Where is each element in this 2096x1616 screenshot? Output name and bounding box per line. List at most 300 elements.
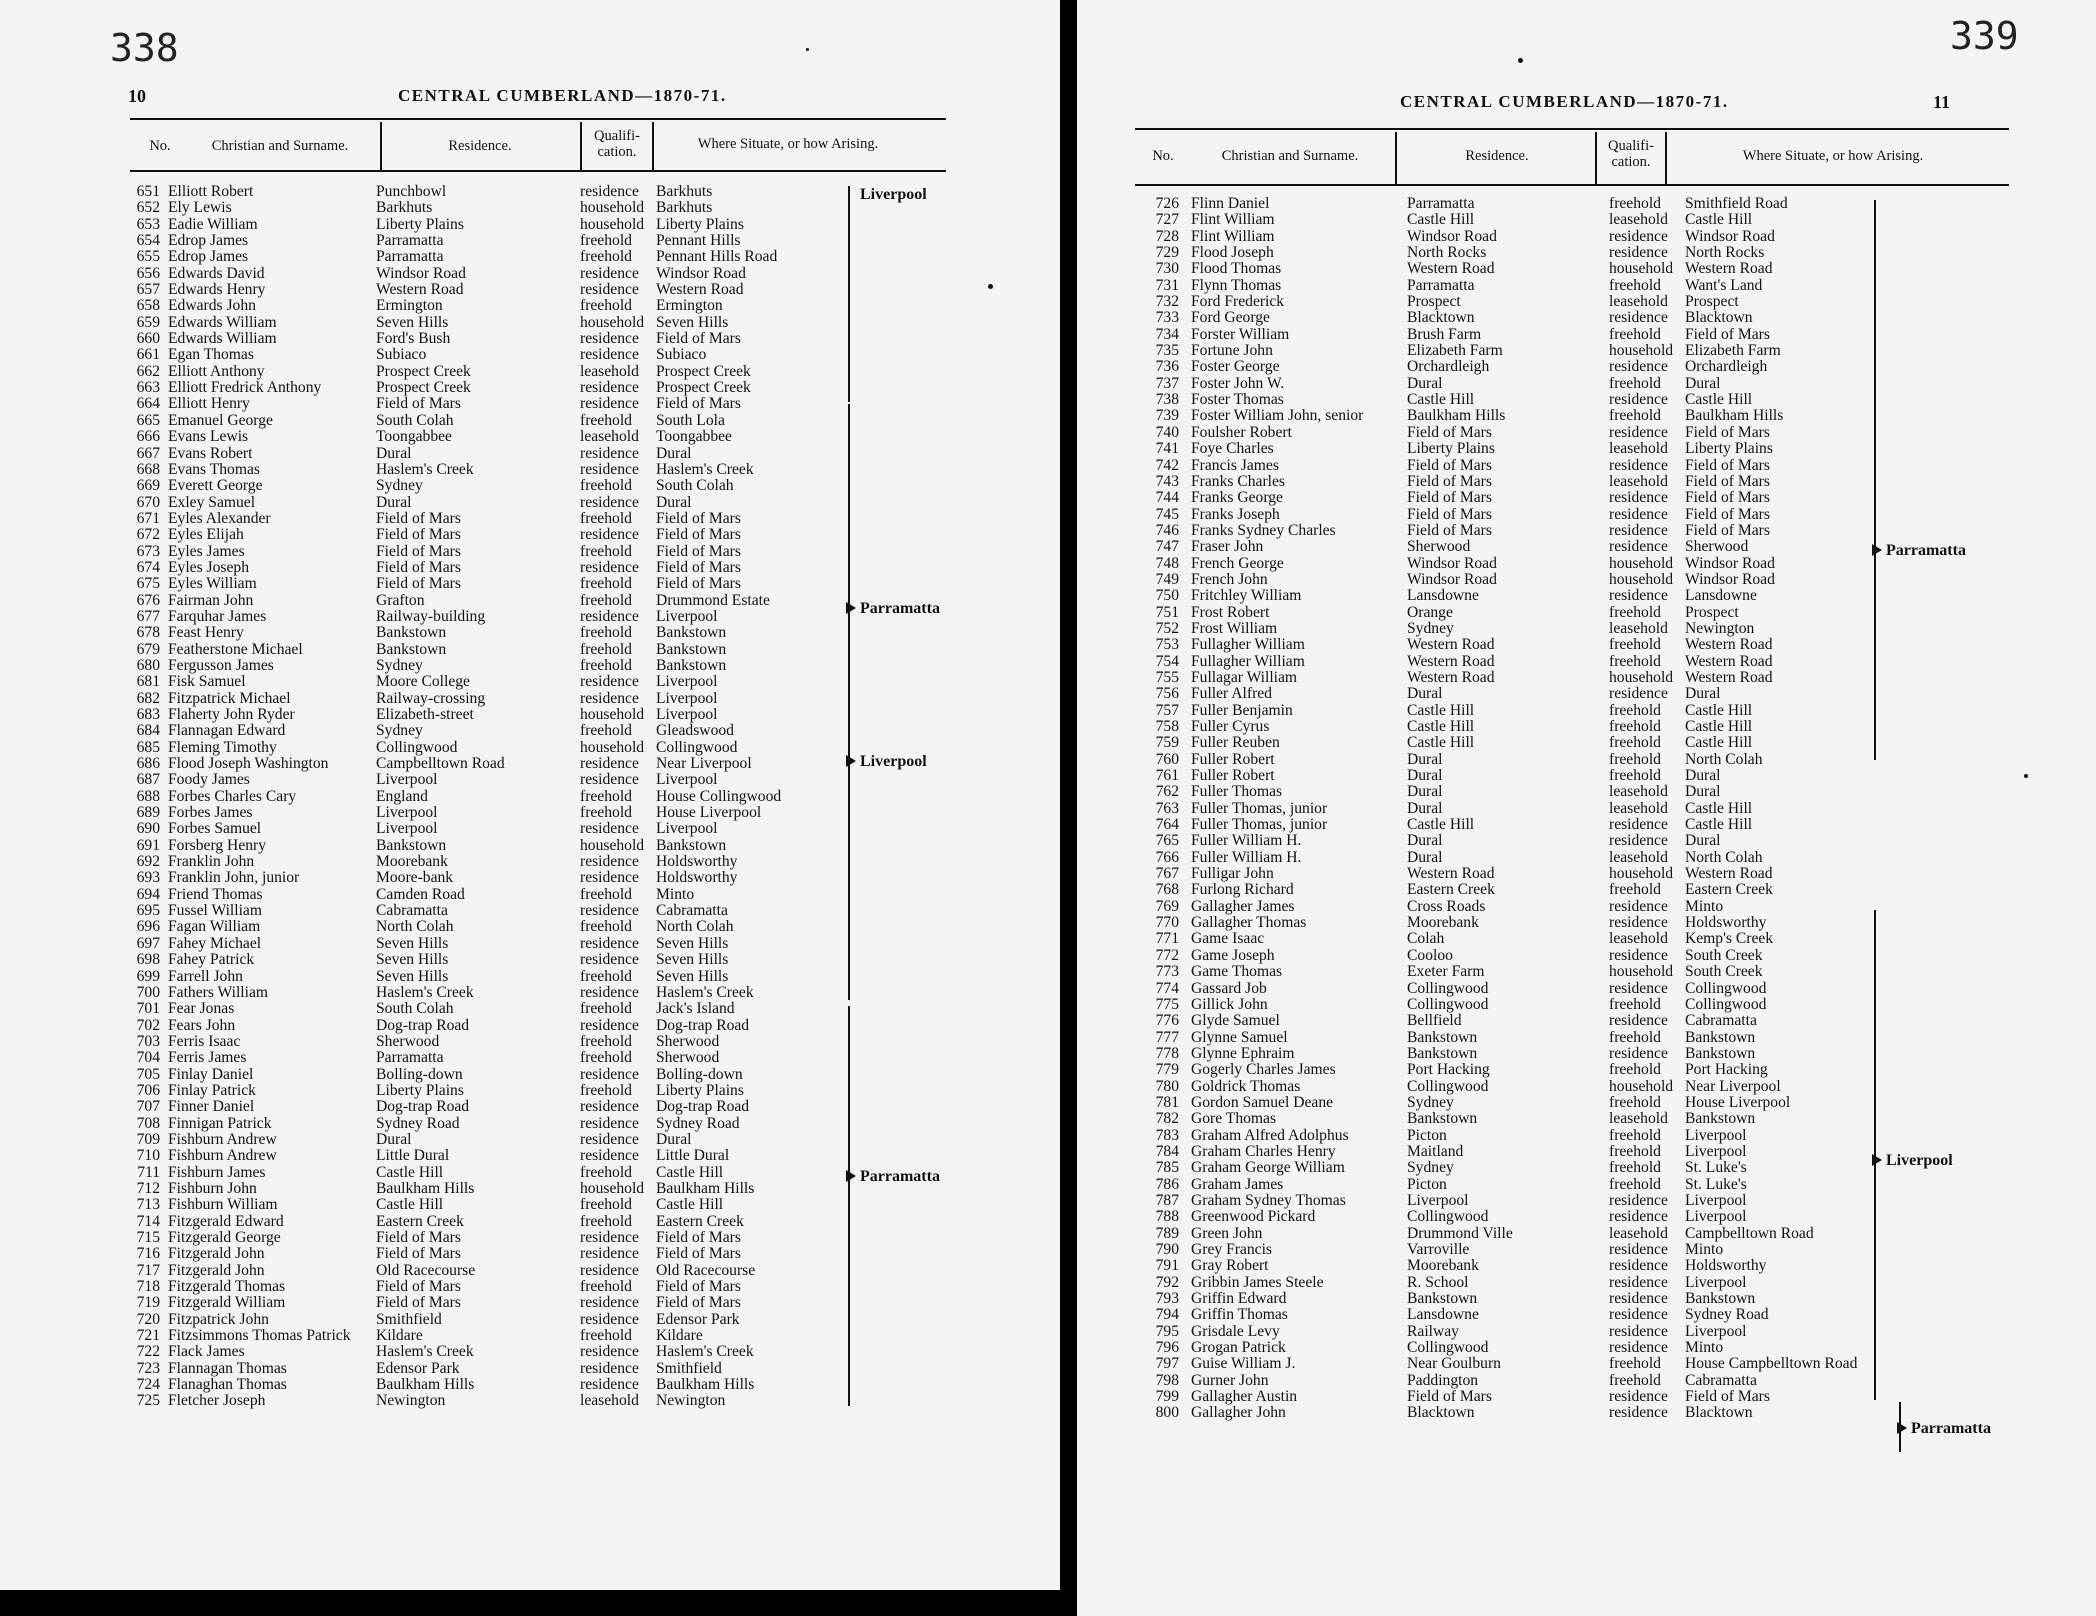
- table-row: [128, 576, 848, 592]
- entry-name: Gurner John: [1191, 1372, 1269, 1389]
- header-no: No.: [149, 138, 171, 154]
- table-row: [128, 936, 848, 952]
- entry-qualification: residence: [1609, 506, 1668, 523]
- entry-where: St. Luke's: [1685, 1176, 1747, 1193]
- table-row: [1147, 1144, 1977, 1160]
- entry-where: Sherwood: [656, 1050, 720, 1067]
- entry-residence: Field of Mars: [376, 510, 461, 527]
- entry-where: Castle Hill: [1685, 392, 1753, 409]
- entry-number: 743: [1155, 473, 1179, 490]
- table-row: [1147, 1177, 1977, 1193]
- entry-residence: Eastern Creek: [376, 1213, 464, 1230]
- entry-qualification: residence: [580, 282, 639, 299]
- entry-qualification: residence: [580, 445, 639, 462]
- table-row: [128, 446, 848, 462]
- entry-qualification: freehold: [580, 1197, 632, 1214]
- entry-qualification: residence: [580, 756, 639, 773]
- entry-name: Grey Francis: [1191, 1242, 1272, 1258]
- entry-number: 727: [1155, 212, 1179, 229]
- entry-number: 790: [1155, 1242, 1179, 1258]
- entry-qualification: residence: [580, 1344, 639, 1361]
- entry-residence: Railway-building: [376, 608, 486, 625]
- entry-number: 774: [1155, 980, 1179, 997]
- entry-where: Dural: [1685, 686, 1721, 703]
- entry-number: 701: [136, 1001, 160, 1018]
- entry-qualification: freehold: [1609, 1160, 1661, 1177]
- entry-where: Bankstown: [656, 837, 727, 854]
- table-row: [1147, 376, 1977, 392]
- entry-name: Fullagher William: [1191, 637, 1305, 654]
- entry-residence: Near Goulburn: [1407, 1356, 1501, 1373]
- entry-name: Fleming Timothy: [168, 739, 277, 756]
- entry-residence: Dural: [1407, 768, 1443, 785]
- entry-number: 750: [1155, 588, 1179, 605]
- entry-where: Dog-trap Road: [656, 1017, 750, 1034]
- header-name: Christian and Surname.: [211, 138, 349, 154]
- entry-residence: Sherwood: [376, 1033, 440, 1050]
- entry-name: Finnigan Patrick: [168, 1115, 272, 1132]
- entry-qualification: residence: [580, 690, 639, 707]
- entry-number: 703: [136, 1033, 160, 1050]
- entry-qualification: leasehold: [1609, 441, 1668, 458]
- table-row: [128, 331, 848, 347]
- entry-name: Fairman John: [168, 592, 254, 609]
- entry-qualification: freehold: [1609, 702, 1661, 719]
- entry-residence: Dural: [376, 445, 412, 462]
- table-row: [128, 952, 848, 968]
- entry-number: 753: [1155, 637, 1179, 654]
- entry-number: 784: [1155, 1143, 1179, 1160]
- entry-name: Evans Lewis: [168, 429, 249, 446]
- entry-where: Liverpool: [1685, 1192, 1747, 1209]
- table-row: [128, 1230, 848, 1246]
- entry-qualification: freehold: [1609, 1062, 1661, 1079]
- entry-residence: Field of Mars: [1407, 490, 1492, 507]
- entry-number: 731: [1155, 277, 1179, 294]
- entry-where: Cabramatta: [1685, 1372, 1757, 1389]
- table-row: [1147, 931, 1977, 947]
- entry-residence: North Colah: [376, 919, 454, 936]
- entry-residence: Lansdowne: [1407, 588, 1479, 605]
- table-row: [128, 1050, 848, 1066]
- entry-number: 797: [1155, 1356, 1179, 1373]
- entry-number: 771: [1155, 931, 1179, 948]
- entry-number: 707: [136, 1099, 160, 1116]
- entry-where: Want's Land: [1685, 277, 1763, 294]
- entry-qualification: residence: [1609, 1340, 1668, 1357]
- entry-qualification: residence: [1609, 1405, 1668, 1422]
- entry-name: Flaherty John Ryder: [168, 707, 295, 723]
- entry-where: Holdsworthy: [656, 854, 738, 871]
- entry-number: 661: [136, 347, 160, 364]
- table-row: [128, 1312, 848, 1328]
- table-row: [128, 315, 848, 331]
- entry-residence: Sydney: [1407, 1094, 1454, 1111]
- table-row: [1147, 1128, 1977, 1144]
- entry-where: Field of Mars: [656, 331, 741, 348]
- entry-number: 791: [1155, 1258, 1179, 1275]
- table-row: [1147, 229, 1977, 245]
- entry-name: Featherstone Michael: [168, 641, 303, 658]
- entry-where: Western Road: [1685, 637, 1773, 654]
- entry-qualification: freehold: [580, 510, 632, 527]
- entry-residence: Barkhuts: [376, 200, 433, 217]
- entry-qualification: residence: [1609, 1242, 1668, 1258]
- entry-where: Castle Hill: [1685, 735, 1753, 752]
- entry-qualification: residence: [1609, 228, 1668, 245]
- entry-name: Elliott Anthony: [168, 363, 265, 380]
- entry-number: 779: [1155, 1062, 1179, 1079]
- entry-name: Frost William: [1191, 620, 1278, 637]
- header-residence: Residence.: [448, 138, 512, 154]
- entry-number: 741: [1155, 441, 1179, 458]
- table-row: [128, 1197, 848, 1213]
- entry-qualification: freehold: [1609, 1029, 1661, 1046]
- table-row: [1147, 327, 1977, 343]
- entry-name: Franks George: [1191, 490, 1283, 507]
- entry-qualification: residence: [580, 772, 639, 789]
- entry-where: Newington: [656, 1393, 726, 1410]
- entry-where: Dural: [656, 494, 692, 511]
- right-page: [1077, 0, 2096, 1616]
- entry-qualification: residence: [580, 1017, 639, 1034]
- entry-name: Fitzgerald John: [168, 1246, 265, 1263]
- entry-name: Frost Robert: [1191, 604, 1270, 621]
- entry-where: Seven Hills: [656, 314, 729, 331]
- entry-qualification: residence: [1609, 424, 1668, 441]
- entry-residence: Dural: [376, 1131, 412, 1148]
- entry-where: Prospect: [1685, 604, 1739, 621]
- table-row: [1147, 784, 1977, 800]
- table-row: [128, 1279, 848, 1295]
- entry-qualification: residence: [580, 1131, 639, 1148]
- header-residence: Residence.: [1465, 148, 1529, 164]
- entry-where: Field of Mars: [656, 1230, 741, 1246]
- entry-number: 756: [1155, 686, 1179, 703]
- voter-list-right: [1147, 196, 1977, 1422]
- entry-residence: Liberty Plains: [1407, 441, 1495, 458]
- table-row: [128, 184, 848, 200]
- entry-qualification: household: [1609, 571, 1674, 588]
- table-row: [128, 1344, 848, 1360]
- entry-residence: Moorebank: [376, 854, 448, 871]
- table-row: [1147, 1291, 1977, 1307]
- entry-where: House Campbelltown Road: [1685, 1356, 1858, 1373]
- entry-number: 713: [136, 1197, 160, 1214]
- entry-where: Bankstown: [656, 625, 727, 642]
- entry-residence: Parramatta: [1407, 277, 1475, 294]
- entry-where: Liverpool: [656, 690, 718, 707]
- entry-name: Feast Henry: [168, 625, 244, 642]
- table-row: [128, 1214, 848, 1230]
- entry-residence: Bankstown: [376, 641, 447, 658]
- entry-residence: North Rocks: [1407, 245, 1487, 262]
- entry-name: Flood Joseph: [1191, 245, 1274, 262]
- entry-residence: Castle Hill: [1407, 735, 1475, 752]
- entry-qualification: residence: [580, 854, 639, 871]
- table-row: [128, 805, 848, 821]
- entry-name: Greenwood Pickard: [1191, 1209, 1316, 1226]
- entry-name: Fahey Patrick: [168, 952, 255, 969]
- table-row: [1147, 817, 1977, 833]
- entry-where: Liverpool: [656, 674, 718, 691]
- entry-where: Castle Hill: [1685, 212, 1753, 229]
- entry-residence: Field of Mars: [1407, 506, 1492, 523]
- entry-name: Forbes Charles Cary: [168, 788, 297, 805]
- entry-where: Dural: [656, 445, 692, 462]
- entry-qualification: freehold: [1609, 637, 1661, 654]
- entry-number: 794: [1155, 1307, 1179, 1324]
- brace-label: Parramatta: [860, 1168, 940, 1185]
- entry-residence: Windsor Road: [376, 265, 466, 282]
- table-row: [128, 1034, 848, 1050]
- entry-where: Kemp's Creek: [1685, 931, 1774, 948]
- entry-name: Franks Sydney Charles: [1191, 522, 1336, 539]
- entry-qualification: residence: [1609, 457, 1668, 474]
- entry-residence: Liberty Plains: [376, 1082, 464, 1099]
- header-top-rule: [1135, 128, 2009, 130]
- entry-qualification: freehold: [580, 249, 632, 266]
- entry-number: 775: [1155, 996, 1179, 1013]
- entry-name: Fullagher William: [1191, 653, 1305, 670]
- entry-qualification: household: [1609, 555, 1674, 572]
- entry-residence: Parramatta: [376, 1050, 444, 1067]
- entry-where: Near Liverpool: [656, 756, 752, 773]
- entry-qualification: residence: [1609, 1013, 1668, 1030]
- entry-number: 762: [1155, 784, 1179, 801]
- entry-name: Exley Samuel: [168, 494, 256, 511]
- entry-name: Fears John: [168, 1017, 236, 1034]
- table-row: [128, 1018, 848, 1034]
- entry-qualification: freehold: [1609, 604, 1661, 621]
- entry-number: 696: [136, 919, 160, 936]
- entry-name: Fitzgerald Thomas: [168, 1279, 286, 1296]
- entry-name: Gallagher Thomas: [1191, 915, 1307, 932]
- entry-residence: Western Road: [1407, 866, 1495, 883]
- entry-number: 695: [136, 903, 160, 920]
- entry-qualification: household: [580, 216, 645, 233]
- brace-label: Liverpool: [860, 753, 927, 770]
- entry-residence: Sydney: [1407, 620, 1454, 637]
- entry-residence: Paddington: [1407, 1372, 1479, 1389]
- entry-residence: Collingwood: [1407, 980, 1489, 997]
- entry-where: Edensor Park: [656, 1311, 740, 1328]
- entry-residence: Ford's Bush: [376, 331, 451, 348]
- table-row: [1147, 425, 1977, 441]
- entry-where: Eastern Creek: [1685, 882, 1773, 899]
- table-row: [1147, 1242, 1977, 1258]
- entry-name: Fitzsimmons Thomas Patrick: [168, 1328, 351, 1345]
- table-row: [1147, 408, 1977, 424]
- entry-where: Western Road: [1685, 669, 1773, 686]
- entry-name: Graham Sydney Thomas: [1191, 1192, 1346, 1209]
- entry-name: Gordon Samuel Deane: [1191, 1094, 1334, 1111]
- entry-where: Dural: [1685, 784, 1721, 801]
- table-row: [128, 1148, 848, 1164]
- table-row: [128, 789, 848, 805]
- entry-where: Field of Mars: [656, 396, 741, 413]
- header-divider: [1395, 132, 1397, 184]
- page-number: 10: [128, 86, 146, 106]
- table-row: [128, 593, 848, 609]
- entry-where: Liberty Plains: [1685, 441, 1773, 458]
- entry-qualification: residence: [1609, 310, 1668, 327]
- table-row: [128, 674, 848, 690]
- entry-qualification: freehold: [1609, 996, 1661, 1013]
- entry-qualification: freehold: [580, 968, 632, 985]
- entry-name: Finlay Patrick: [168, 1082, 256, 1099]
- entry-number: 659: [136, 314, 160, 331]
- table-row: [128, 396, 848, 412]
- entry-name: Gore Thomas: [1191, 1111, 1277, 1128]
- entry-number: 764: [1155, 817, 1179, 834]
- entry-name: Elliott Henry: [168, 396, 250, 413]
- entry-where: Campbelltown Road: [1685, 1225, 1814, 1242]
- entry-where: Prospect Creek: [656, 380, 751, 397]
- entry-residence: Bolling-down: [376, 1066, 463, 1083]
- entry-where: Minto: [1685, 898, 1724, 915]
- table-row: [128, 838, 848, 854]
- entry-number: 755: [1155, 669, 1179, 686]
- entry-name: Fahey Michael: [168, 935, 262, 952]
- entry-where: North Colah: [656, 919, 734, 936]
- entry-qualification: residence: [580, 608, 639, 625]
- entry-name: Fishburn John: [168, 1180, 257, 1197]
- entry-residence: Field of Mars: [1407, 522, 1492, 539]
- table-row: [128, 969, 848, 985]
- entry-where: Barkhuts: [656, 200, 713, 217]
- entry-number: 655: [136, 249, 160, 266]
- entry-residence: Subiaco: [376, 347, 427, 364]
- entry-name: Fitzgerald Edward: [168, 1213, 284, 1230]
- entry-name: Edrop James: [168, 233, 249, 250]
- entry-name: Fuller Benjamin: [1191, 702, 1293, 719]
- entry-name: Flynn Thomas: [1191, 277, 1282, 294]
- entry-name: Finner Daniel: [168, 1099, 255, 1116]
- entry-residence: R. School: [1407, 1274, 1469, 1291]
- entry-number: 795: [1155, 1323, 1179, 1340]
- entry-qualification: freehold: [580, 886, 632, 903]
- table-row: [1147, 539, 1977, 555]
- entry-number: 752: [1155, 620, 1179, 637]
- entry-number: 704: [136, 1050, 160, 1067]
- entry-residence: Dural: [1407, 800, 1443, 817]
- entry-where: Windsor Road: [1685, 228, 1775, 245]
- entry-name: Eyles James: [168, 543, 245, 560]
- entry-qualification: leasehold: [1609, 473, 1668, 490]
- entry-where: Bankstown: [1685, 1029, 1756, 1046]
- entry-number: 682: [136, 690, 160, 707]
- entry-where: St. Luke's: [1685, 1160, 1747, 1177]
- entry-name: Elliott Fredrick Anthony: [168, 380, 322, 397]
- entry-number: 736: [1155, 359, 1179, 376]
- entry-name: Fitzpatrick Michael: [168, 690, 291, 707]
- entry-number: 715: [136, 1230, 160, 1246]
- table-row: [128, 756, 848, 772]
- entry-residence: Dural: [1407, 375, 1443, 392]
- entry-qualification: freehold: [1609, 375, 1661, 392]
- table-row: [1147, 294, 1977, 310]
- table-row: [1147, 1095, 1977, 1111]
- entry-name: Foody James: [168, 772, 250, 789]
- entry-residence: Picton: [1407, 1127, 1447, 1144]
- entry-residence: Dog-trap Road: [376, 1099, 470, 1116]
- entry-residence: Liverpool: [1407, 1192, 1469, 1209]
- entry-qualification: household: [580, 739, 645, 756]
- entry-residence: Sydney: [376, 723, 423, 740]
- entry-residence: Collingwood: [1407, 1340, 1489, 1357]
- entry-where: Subiaco: [656, 347, 707, 364]
- entry-qualification: residence: [1609, 1307, 1668, 1324]
- entry-number: 706: [136, 1082, 160, 1099]
- entry-number: 783: [1155, 1127, 1179, 1144]
- entry-name: Gogerly Charles James: [1191, 1062, 1336, 1079]
- table-row: [1147, 801, 1977, 817]
- header-bottom-rule: [130, 170, 946, 172]
- entry-residence: Western Road: [1407, 669, 1495, 686]
- entry-name: Foster John W.: [1191, 375, 1285, 392]
- entry-residence: Port Hacking: [1407, 1062, 1490, 1079]
- entry-number: 666: [136, 429, 160, 446]
- entry-where: Liverpool: [1685, 1143, 1747, 1160]
- entry-name: Fuller Robert: [1191, 751, 1275, 768]
- table-row: [128, 462, 848, 478]
- table-row: [1147, 948, 1977, 964]
- entry-residence: Brush Farm: [1407, 326, 1482, 343]
- entry-where: Baulkham Hills: [1685, 408, 1784, 425]
- table-row: [1147, 343, 1977, 359]
- voter-list-left: [128, 184, 848, 1410]
- entry-name: Graham James: [1191, 1176, 1284, 1193]
- table-row: [128, 1295, 848, 1311]
- table-row: [128, 298, 848, 314]
- entry-name: Edwards William: [168, 331, 277, 348]
- table-row: [1147, 866, 1977, 882]
- entry-where: Sydney Road: [656, 1115, 740, 1132]
- entry-qualification: freehold: [580, 576, 632, 593]
- entry-name: Fishburn William: [168, 1197, 278, 1214]
- entry-number: 663: [136, 380, 160, 397]
- entry-residence: Cabramatta: [376, 903, 448, 920]
- entry-residence: Windsor Road: [1407, 571, 1497, 588]
- entry-number: 737: [1155, 375, 1179, 392]
- entry-where: North Colah: [1685, 849, 1763, 866]
- entry-number: 763: [1155, 800, 1179, 817]
- entry-where: Blacktown: [1685, 310, 1753, 327]
- table-row: [128, 527, 848, 543]
- entry-residence: Field of Mars: [376, 1246, 461, 1263]
- entry-qualification: freehold: [580, 723, 632, 740]
- entry-number: 800: [1155, 1405, 1179, 1422]
- table-row: [128, 870, 848, 886]
- entry-number: 768: [1155, 882, 1179, 899]
- entry-number: 746: [1155, 522, 1179, 539]
- entry-number: 684: [136, 723, 160, 740]
- entry-number: 787: [1155, 1192, 1179, 1209]
- table-row: [128, 511, 848, 527]
- entry-where: Liverpool: [656, 707, 718, 723]
- entry-name: Fitzpatrick John: [168, 1311, 269, 1328]
- entry-residence: Haslem's Creek: [376, 984, 474, 1001]
- entry-name: Evans Thomas: [168, 461, 260, 478]
- entry-name: Game Isaac: [1191, 931, 1265, 948]
- entry-qualification: residence: [580, 1311, 639, 1328]
- entry-number: 692: [136, 854, 160, 871]
- entry-residence: Varroville: [1407, 1242, 1470, 1258]
- entry-where: Liverpool: [1685, 1209, 1747, 1226]
- entry-number: 691: [136, 837, 160, 854]
- entry-qualification: leasehold: [1609, 800, 1668, 817]
